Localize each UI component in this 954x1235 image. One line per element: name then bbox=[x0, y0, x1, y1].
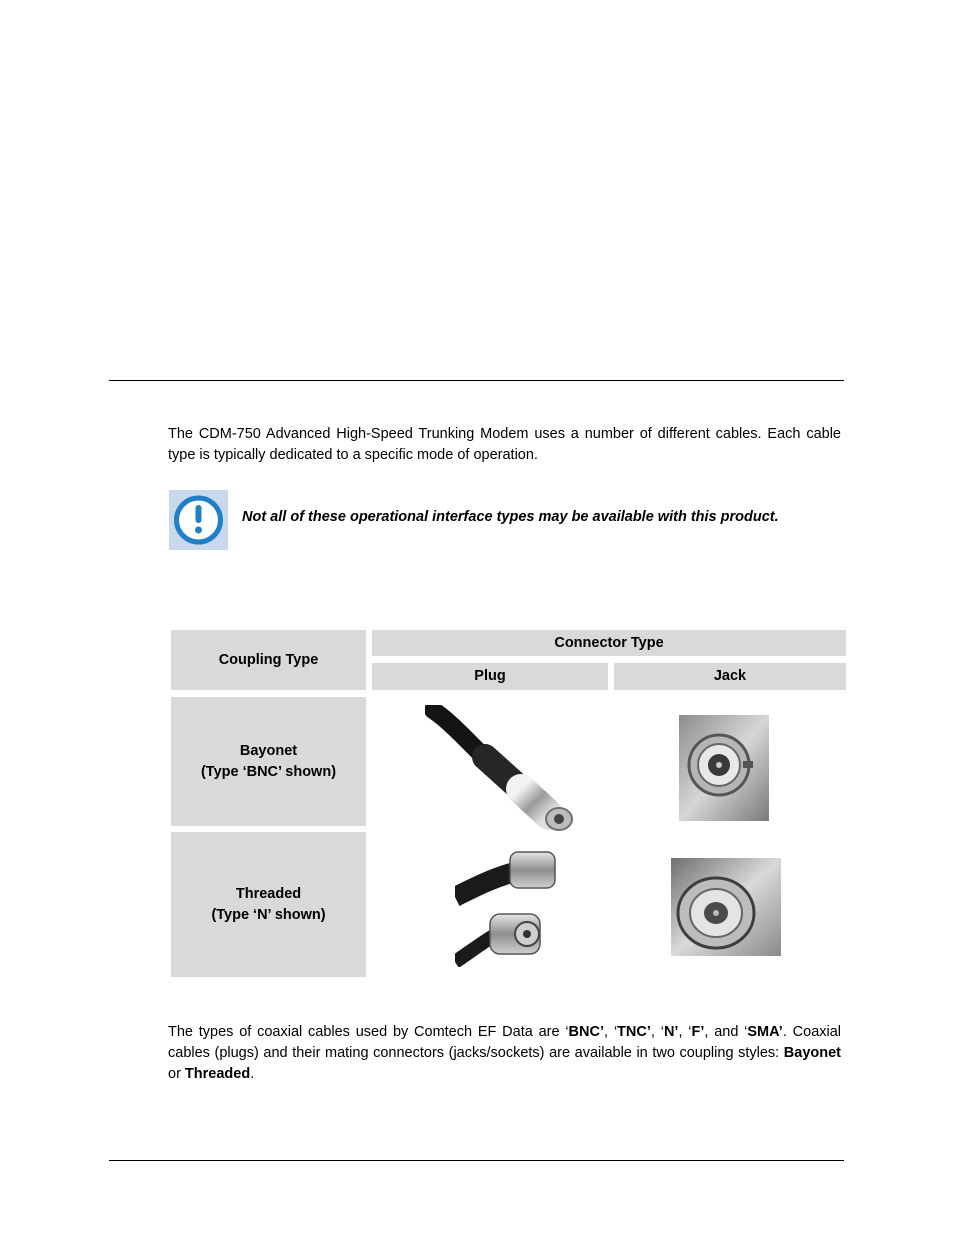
f-label: F’ bbox=[691, 1024, 705, 1040]
coupling-detail: (Type ‘N’ shown) bbox=[211, 906, 326, 923]
closing-text: , and ‘ bbox=[704, 1024, 748, 1040]
closing-text: , ‘ bbox=[604, 1024, 618, 1040]
tnc-label: TNC’ bbox=[617, 1024, 651, 1040]
sma-label: SMA’ bbox=[747, 1024, 783, 1040]
exclamation-icon bbox=[169, 490, 228, 550]
closing-text: , ‘ bbox=[650, 1024, 664, 1040]
bnc-jack-image bbox=[679, 715, 769, 821]
note-text: Not all of these operational interface types may be available with this product. bbox=[242, 509, 779, 525]
closing-text: . bbox=[250, 1066, 255, 1082]
table-row bbox=[171, 697, 366, 826]
intro-paragraph: The CDM-750 Advanced High-Speed Trunking Modem uses a number of different cables. Each cable type is typically dedicated to a specific mode of operation. bbox=[168, 426, 841, 463]
closing-text: , ‘ bbox=[678, 1024, 692, 1040]
bottom-rule bbox=[109, 1160, 844, 1161]
coupling-type-header: Coupling Type bbox=[171, 630, 366, 690]
closing-text: . Coaxial cables (plugs) and their mating connectors (jacks/sockets) are available in two coupling styles: bbox=[168, 1024, 842, 1061]
connector-type-header: Connector Type bbox=[372, 630, 846, 656]
closing-text: The types of coaxial cables used by Comtech EF Data are ‘ bbox=[168, 1024, 569, 1040]
jack-header: Jack bbox=[614, 663, 846, 690]
threaded-label: Threaded bbox=[184, 1066, 251, 1082]
bnc-plug-image bbox=[425, 705, 585, 833]
n-label: N’ bbox=[663, 1024, 679, 1040]
closing-paragraph bbox=[168, 1022, 841, 1085]
plug-header: Plug bbox=[372, 663, 608, 690]
closing-text: or bbox=[168, 1066, 185, 1082]
bnc-label: BNC’ bbox=[568, 1024, 604, 1040]
n-plug-image bbox=[455, 847, 560, 967]
bayonet-label: Bayonet bbox=[783, 1045, 841, 1061]
table-row bbox=[171, 832, 366, 977]
top-rule bbox=[109, 380, 844, 381]
coupling-name: Threaded bbox=[235, 885, 302, 902]
coupling-name: Bayonet bbox=[239, 742, 298, 759]
coupling-detail: (Type ‘BNC’ shown) bbox=[200, 763, 337, 780]
n-jack-image bbox=[671, 858, 781, 956]
